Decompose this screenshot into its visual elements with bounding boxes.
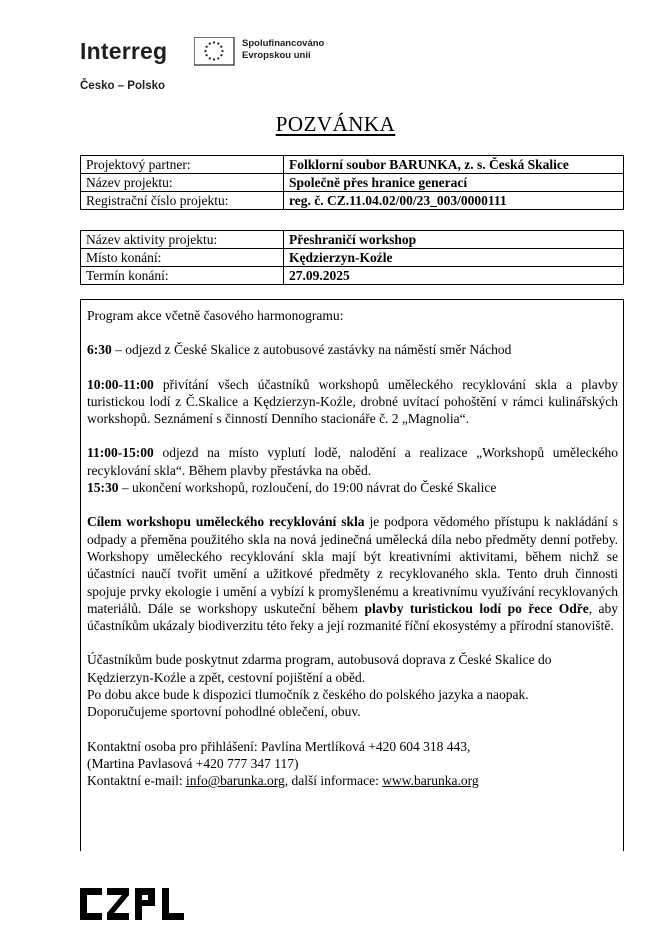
title-text: POZVÁNKA — [275, 112, 396, 136]
table-row — [81, 192, 624, 210]
eu-star-icon — [217, 57, 219, 59]
row-value: Folklorní soubor BARUNKA, z. s. Česká Skalice — [284, 156, 624, 174]
eu-star-icon — [209, 43, 211, 45]
row-value: Přeshraničí workshop — [284, 231, 624, 249]
contact-line: (Martina Pavlasová +420 777 347 117) — [87, 755, 299, 771]
program-item — [87, 341, 618, 358]
table-row — [81, 267, 624, 285]
eu-star-icon — [221, 50, 223, 52]
eu-star-icon — [204, 50, 206, 52]
eu-star-icon — [209, 57, 211, 59]
goal-bold-mid: plavby turistickou lodí po řece Odře — [364, 600, 589, 616]
eu-line-2: Evropskou unií — [242, 50, 311, 61]
eu-cofinanced-text — [242, 38, 324, 62]
row-value: Kędzierzyn-Koźle — [284, 249, 624, 267]
program-time: 15:30 — [87, 480, 119, 496]
goal-paragraph — [87, 513, 618, 634]
contact-line: Kontaktní osoba pro přihlášení: Pavlína Mertlíková +420 604 318 443, — [87, 738, 471, 754]
eu-star-icon — [206, 54, 208, 56]
program-region: Česko – Polsko — [80, 80, 166, 92]
program-intro: Program akce včetně časového harmonogramu: — [87, 308, 344, 323]
table-row — [81, 231, 624, 249]
row-label: Název projektu: — [81, 174, 284, 192]
info-line: Doporučujeme sportovní pohodlné oblečení, obuv. — [87, 704, 361, 720]
row-value: reg. č. CZ.11.04.02/00/23_003/0000111 — [284, 192, 624, 210]
goal-bold-start: Cílem workshopu uměleckého recyklování skla — [87, 514, 365, 530]
activity-info-table — [80, 230, 624, 285]
program-item — [87, 376, 618, 428]
email-link[interactable]: info@barunka.org — [185, 773, 285, 789]
program-item — [87, 444, 618, 479]
row-label: Místo konání: — [81, 249, 284, 267]
row-label: Projektový partner: — [81, 156, 284, 174]
goal-text-b: , aby účastníkům ukázaly biodiverzitu této řeky a její rozmanité říční ekosystémy a přírodní stanoviště. — [87, 600, 618, 634]
row-label: Termín konání: — [81, 267, 284, 285]
row-label: Název aktivity projektu: — [81, 231, 284, 249]
program-text: přivítání všech účastníků workshopů uměleckého recyklování skla a plavby turistickou lodí z Č.Skalice a Kędzierzyn-Koźle, drobné uvítací pohoštění v rámci kulinářských workshopů. Seznámení s činností Denního stacionáře č. 2 „Magnolia“. — [87, 376, 618, 427]
page-title — [0, 112, 671, 137]
eu-line-1: Spolufinancováno — [242, 38, 325, 49]
program-text: – ukončení workshopů, rozloučení, do 19:00 návrat do České Skalice — [118, 480, 497, 496]
program-item — [87, 479, 618, 496]
program-time: 10:00-11:00 — [87, 376, 154, 392]
row-value: 27.09.2025 — [284, 267, 624, 285]
table-row — [81, 156, 624, 174]
row-value: Společně přes hranice generací — [284, 174, 624, 192]
program-text: odjezd na místo vyplutí lodě, nalodění a realizace „Workshopů uměleckého recyklování skla“. Během plavby přestávka na oběd. — [87, 445, 618, 478]
czpl-logo-icon — [80, 888, 190, 920]
goal-text-a: je podpora vědomého přístupu k nakládání s odpady a přeměna použitého skla na nová jedinečná umělecká díla nebo předměty denní potřeby. Workshopy uměleckého recyklování skla mají být kreativními aktivitami, během nichž se účastníci naučí tvořit umění a užitkové předměty z recyklovaného skla. Tento druh činnosti spojuje prvky ekologie i umění a vybízí k promyšlenému a kreativnímu využívání recyklovaných materiálů. Dále se workshopy uskuteční během — [87, 514, 619, 616]
eu-star-icon — [217, 43, 219, 45]
eu-star-icon — [220, 46, 222, 48]
program-time: 6:30 — [87, 342, 112, 358]
eu-star-icon — [220, 54, 222, 56]
row-label: Registrační číslo projektu: — [81, 192, 284, 210]
interreg-logo — [80, 34, 340, 70]
eu-star-icon — [206, 46, 208, 48]
info-line: Účastníkům bude poskytnut zdarma program, autobusová doprava z České Skalice do Kędzierzyn-Koźle a zpět, cestovní pojištění a oběd. — [87, 652, 552, 685]
program-content — [87, 307, 618, 790]
program-text: – odjezd z České Skalice z autobusové zastávky na náměstí směr Náchod — [111, 342, 512, 358]
table-row — [81, 249, 624, 267]
table-row — [81, 174, 624, 192]
interreg-wordmark: Interreg — [80, 38, 168, 64]
eu-star-icon — [213, 41, 215, 43]
website-link[interactable]: www.barunka.org — [382, 773, 479, 789]
more-label: , další informace: — [284, 773, 383, 789]
email-label: Kontaktní e-mail: — [87, 773, 186, 789]
program-box — [80, 299, 624, 851]
program-time: 11:00-15:00 — [87, 445, 154, 461]
contact-line — [87, 772, 618, 789]
info-line: Po dobu akce bude k dispozici tlumočník z českého do polského jazyka a naopak. — [87, 687, 529, 703]
project-info-table — [80, 155, 624, 210]
eu-star-icon — [213, 58, 215, 60]
